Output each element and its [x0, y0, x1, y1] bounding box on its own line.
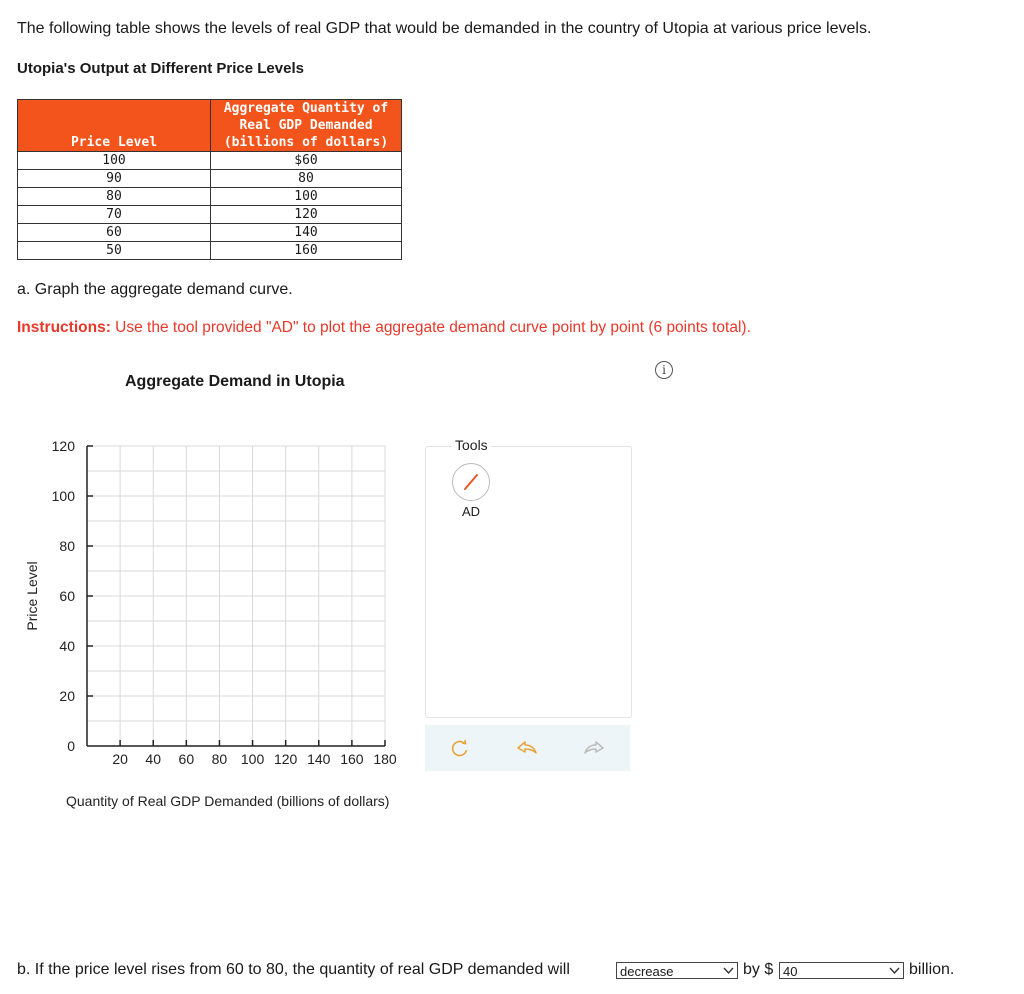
- cell-price-level: 70: [18, 206, 211, 224]
- undo-button[interactable]: [514, 735, 540, 761]
- y-axis-title: Price Level: [24, 561, 40, 631]
- amount-select-value: 40: [783, 964, 798, 979]
- question-a: a. Graph the aggregate demand curve.: [17, 281, 293, 298]
- amount-select[interactable]: [779, 962, 904, 979]
- chevron-down-icon: [722, 964, 735, 977]
- graph-toolbar: [425, 725, 630, 771]
- question-b: b. If the price level rises from 60 to 80, the quantity of real GDP demanded will: [17, 961, 570, 978]
- y-tick-label: 120: [51, 438, 75, 454]
- y-tick-label: 0: [67, 738, 75, 754]
- table-title: Utopia's Output at Different Price Levels: [17, 60, 304, 77]
- header-quantity-line3: (billions of dollars): [223, 135, 389, 150]
- x-tick-label: 20: [112, 751, 128, 767]
- x-tick-label: 180: [373, 751, 397, 767]
- table-row: [18, 242, 402, 260]
- x-axis-title: Quantity of Real GDP Demanded (billions of dollars): [66, 793, 390, 809]
- ad-tool-label: AD: [462, 504, 481, 519]
- redo-icon: [581, 735, 607, 761]
- chart-title: Aggregate Demand in Utopia: [125, 373, 345, 390]
- direction-select[interactable]: [616, 962, 738, 979]
- cell-quantity: 100: [211, 188, 402, 206]
- header-price-level: Price Level: [18, 100, 211, 152]
- header-quantity-line2: Real GDP Demanded: [239, 118, 373, 133]
- ad-tool-button[interactable]: [452, 463, 490, 501]
- header-quantity: [211, 100, 402, 152]
- refresh-icon: [447, 735, 473, 761]
- x-tick-label: 100: [240, 751, 265, 767]
- cell-price-level: 100: [18, 152, 211, 170]
- x-tick-label: 80: [211, 751, 228, 767]
- table-row: [18, 224, 402, 242]
- x-tick-label: 120: [273, 751, 298, 767]
- table-row: [18, 170, 402, 188]
- reset-button[interactable]: [447, 735, 473, 761]
- y-tick-label: 100: [51, 488, 75, 504]
- data-table: [17, 99, 402, 260]
- y-tick-label: 80: [59, 538, 75, 554]
- redo-button[interactable]: [581, 735, 607, 761]
- y-tick-label: 20: [59, 688, 75, 704]
- tools-label: Tools: [452, 437, 491, 453]
- x-tick-label: 160: [340, 751, 364, 767]
- instructions: [17, 319, 751, 337]
- undo-icon: [514, 735, 540, 761]
- y-tick-label: 40: [59, 638, 75, 654]
- table-row: [18, 188, 402, 206]
- cell-quantity: 140: [211, 224, 402, 242]
- cell-price-level: 80: [18, 188, 211, 206]
- info-icon[interactable]: i: [655, 361, 673, 379]
- direction-select-value: decrease: [620, 964, 674, 979]
- header-quantity-line1: Aggregate Quantity of: [223, 101, 389, 116]
- by-text: by $: [743, 961, 774, 978]
- table-row: [18, 152, 402, 170]
- instructions-label: Instructions:: [17, 319, 111, 336]
- cell-price-level: 60: [18, 224, 211, 242]
- cell-price-level: 90: [18, 170, 211, 188]
- table-row: [18, 206, 402, 224]
- cell-price-level: 50: [18, 242, 211, 260]
- y-tick-label: 60: [59, 588, 75, 604]
- instructions-text: Use the tool provided "AD" to plot the aggregate demand curve point by point (6 points total).: [110, 319, 751, 336]
- cell-quantity: $60: [211, 152, 402, 170]
- billion-text: billion.: [909, 961, 955, 978]
- cell-quantity: 160: [211, 242, 402, 260]
- cell-quantity: 120: [211, 206, 402, 224]
- chevron-down-icon: [888, 964, 901, 977]
- x-tick-label: 60: [178, 751, 195, 767]
- cell-quantity: 80: [211, 170, 402, 188]
- intro-text: The following table shows the levels of real GDP that would be demanded in the country of Utopia at various price levels.: [17, 20, 872, 37]
- x-tick-label: 140: [307, 751, 331, 767]
- ad-graph[interactable]: [0, 420, 430, 820]
- x-tick-label: 40: [145, 751, 162, 767]
- line-tool-icon: [453, 464, 489, 500]
